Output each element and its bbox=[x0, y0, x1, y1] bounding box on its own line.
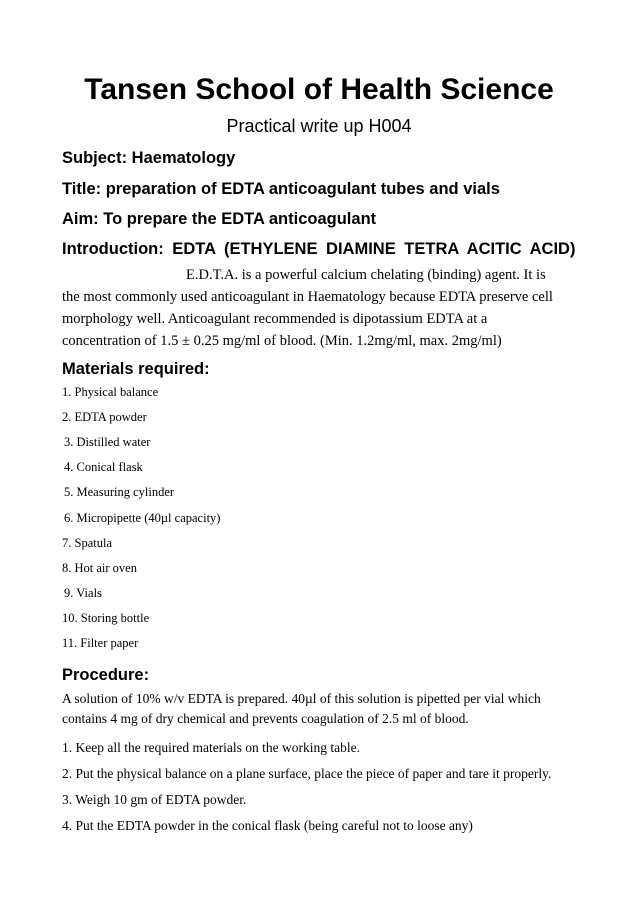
list-item: 10. Storing bottle bbox=[62, 611, 150, 625]
intro-line: concentration of 1.5 ± 0.25 mg/ml of blood. (Min. 1.2mg/ml, max. 2mg/ml) bbox=[62, 333, 502, 349]
list-item: 2. EDTA powder bbox=[62, 410, 147, 424]
procedure-step: 1. Keep all the required materials on the working table. bbox=[62, 740, 361, 755]
materials-heading: Materials required: bbox=[62, 360, 210, 378]
list-item: 6. Micropipette (40µl capacity) bbox=[64, 511, 221, 525]
list-item: 5. Measuring cylinder bbox=[64, 485, 175, 499]
intro-line: morphology well. Anticoagulant recommended is dipotassium EDTA at a bbox=[62, 311, 488, 327]
procedure-step: 3. Weigh 10 gm of EDTA powder. bbox=[62, 792, 247, 807]
list-item: 7. Spatula bbox=[62, 536, 112, 550]
intro-line: the most commonly used anticoagulant in Haematology because EDTA preserve cell bbox=[62, 289, 553, 305]
procedure-step: 4. Put the EDTA powder in the conical flask (being careful not to loose any) bbox=[62, 818, 473, 833]
introduction-paragraph bbox=[62, 264, 582, 352]
list-item: 3. Distilled water bbox=[64, 435, 151, 449]
subject-heading: Subject: Haematology bbox=[62, 149, 236, 167]
list-item: 1. Physical balance bbox=[62, 385, 159, 399]
introduction-heading: Introduction: EDTA (ETHYLENE DIAMINE TETRA ACITIC ACID) bbox=[62, 240, 576, 258]
list-item: 11. Filter paper bbox=[62, 636, 139, 650]
procedure-heading: Procedure: bbox=[62, 666, 150, 684]
procedure-step: 2. Put the physical balance on a plane surface, place the piece of paper and tare it properly. bbox=[62, 766, 552, 781]
list-item: 4. Conical flask bbox=[64, 460, 143, 474]
title-heading: Title: preparation of EDTA anticoagulant tubes and vials bbox=[62, 180, 500, 198]
page-subtitle: Practical write up H004 bbox=[226, 116, 412, 136]
list-item: 9. Vials bbox=[64, 586, 102, 600]
procedure-intro-line: A solution of 10% w/v EDTA is prepared. 40µl of this solution is pipetted per vial which bbox=[62, 691, 541, 706]
list-item: 8. Hot air oven bbox=[62, 561, 137, 575]
page-title: Tansen School of Health Science bbox=[84, 73, 554, 106]
intro-line: E.D.T.A. is a powerful calcium chelating (binding) agent. It is bbox=[186, 267, 546, 283]
aim-heading: Aim: To prepare the EDTA anticoagulant bbox=[62, 210, 377, 228]
procedure-intro-line: contains 4 mg of dry chemical and prevents coagulation of 2.5 ml of blood. bbox=[62, 711, 469, 726]
